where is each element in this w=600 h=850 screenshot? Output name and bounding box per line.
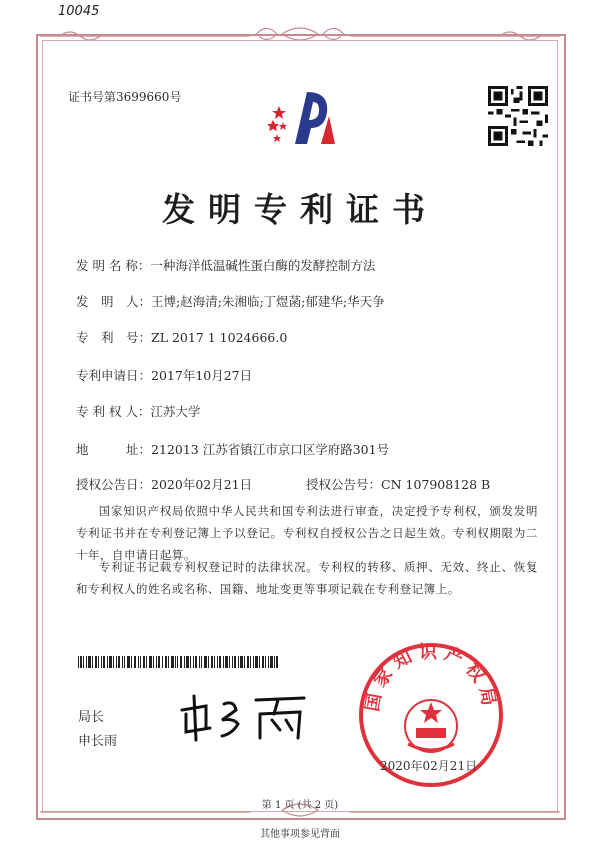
field-announce-number (306, 475, 490, 493)
field-label: 专利申请日： (76, 368, 152, 383)
page-indicator: 第 1 页 (共 2 页) (261, 800, 339, 811)
field-value: 2020年02月21日 (151, 477, 253, 492)
field-patentee (76, 402, 200, 420)
field-invention-name (76, 256, 375, 274)
field-announce-date (76, 475, 252, 493)
official-name: 申长雨 (78, 734, 118, 749)
field-value: 2017年10月27日 (151, 368, 253, 383)
certificate-number: 证书号第3699660号 (68, 90, 182, 104)
field-address (76, 440, 389, 458)
statement-paragraph-1: 国家知识产权局依照中华人民共和国专利法进行审查，决定授予专利权，颁发发明专利证书并在专利登记簿上予以登记。专利权自授权公告之日起生效。专利权期限为二十年，自申请日起算。 (76, 504, 538, 562)
field-value: 212013 江苏省镇江市京口区学府路301号 (151, 442, 390, 457)
handwritten-note: 10045 (58, 4, 100, 19)
barcode (78, 656, 278, 668)
qr-code (488, 86, 548, 146)
statement-paragraph-2: 专利证书记载专利权登记时的法律状况。专利权的转移、质押、无效、终止、恢复和专利权人的姓名或名称、国籍、地址变更等事项记载在专利登记簿上。 (76, 560, 538, 596)
field-label: 授权公告号： (306, 477, 382, 492)
field-label: 授权公告日： (76, 477, 152, 492)
svg-text:国家知识产权局: 国家知识产权局 (361, 641, 501, 714)
signature (176, 684, 316, 744)
field-value: 一种海洋低温碱性蛋白酶的发酵控制方法 (150, 258, 376, 273)
certificate-title: 发明专利证书 (162, 190, 438, 229)
field-value: 江苏大学 (150, 404, 201, 419)
field-label: 地 址： (76, 442, 152, 457)
field-inventors (76, 292, 385, 310)
seal-date: 2020年02月21日 (380, 759, 478, 773)
official-title: 局长 (78, 710, 105, 725)
footer-note: 其他事项参见背面 (260, 829, 340, 840)
patent-office-logo (255, 78, 355, 158)
field-value: 王博;赵海清;朱湘临;丁煜菡;郁建华;华天争 (151, 294, 385, 309)
field-value: CN 107908128 B (381, 477, 491, 492)
field-patent-number (76, 328, 287, 346)
field-label: 发 明 名 称： (76, 258, 151, 273)
field-label: 发 明 人： (76, 294, 152, 309)
field-label: 专 利 号： (76, 330, 152, 345)
field-label: 专 利 权 人： (76, 404, 151, 419)
field-filing-date (76, 366, 252, 384)
field-value: ZL 2017 1 1024666.0 (151, 330, 288, 345)
